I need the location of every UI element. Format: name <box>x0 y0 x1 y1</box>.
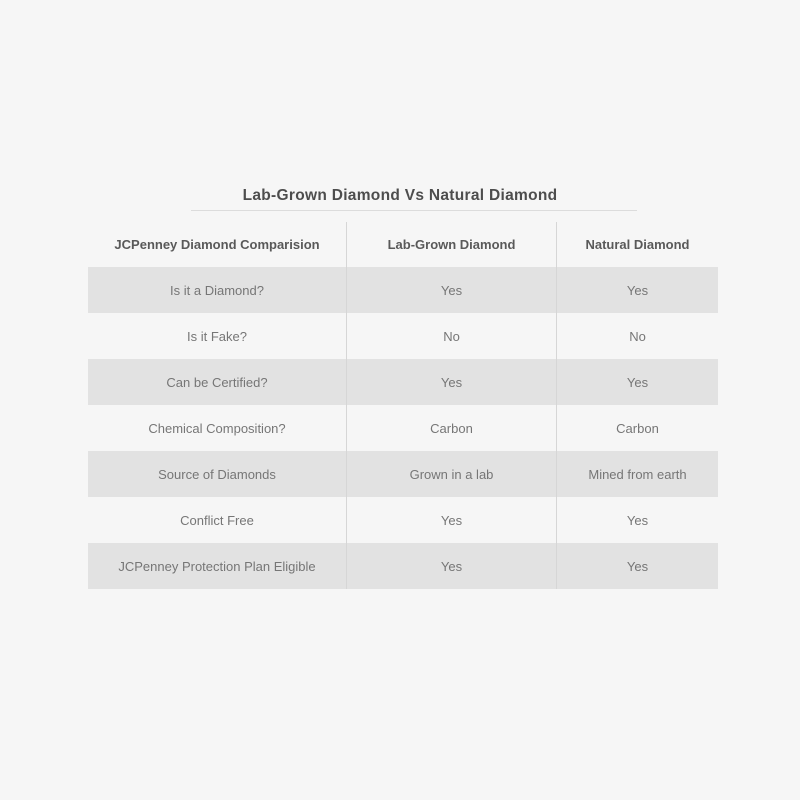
table-row <box>88 313 718 359</box>
table-row <box>88 359 718 405</box>
natural-value: Carbon <box>556 405 718 451</box>
table-row <box>88 451 718 497</box>
table-header-row <box>88 222 718 267</box>
table-row <box>88 405 718 451</box>
natural-value: Mined from earth <box>556 451 718 497</box>
row-label: Conflict Free <box>180 512 254 528</box>
lab-grown-value: Carbon <box>346 405 556 451</box>
lab-grown-value: Yes <box>346 267 556 313</box>
natural-value: Yes <box>556 543 718 589</box>
comparison-table <box>88 222 718 589</box>
lab-grown-value: Yes <box>346 497 556 543</box>
lab-grown-value: No <box>346 313 556 359</box>
row-label: Is it a Diamond? <box>170 282 264 298</box>
title-underline <box>191 210 637 211</box>
row-label: Is it Fake? <box>187 328 247 344</box>
table-row <box>88 497 718 543</box>
header-natural: Natural Diamond <box>556 222 718 267</box>
lab-grown-value: Yes <box>346 359 556 405</box>
natural-value: Yes <box>556 497 718 543</box>
lab-grown-value: Grown in a lab <box>346 451 556 497</box>
table-row <box>88 543 718 589</box>
header-comparison: JCPenney Diamond Comparision <box>114 237 320 252</box>
row-label: Can be Certified? <box>166 374 268 390</box>
row-label: JCPenney Protection Plan Eligible <box>118 558 316 574</box>
row-label: Source of Diamonds <box>158 466 276 482</box>
natural-value: No <box>556 313 718 359</box>
lab-grown-value: Yes <box>346 543 556 589</box>
table-row <box>88 267 718 313</box>
header-lab-grown: Lab-Grown Diamond <box>346 222 556 267</box>
row-label: Chemical Composition? <box>148 420 286 436</box>
natural-value: Yes <box>556 359 718 405</box>
page-title: Lab-Grown Diamond Vs Natural Diamond <box>242 187 558 204</box>
natural-value: Yes <box>556 267 718 313</box>
